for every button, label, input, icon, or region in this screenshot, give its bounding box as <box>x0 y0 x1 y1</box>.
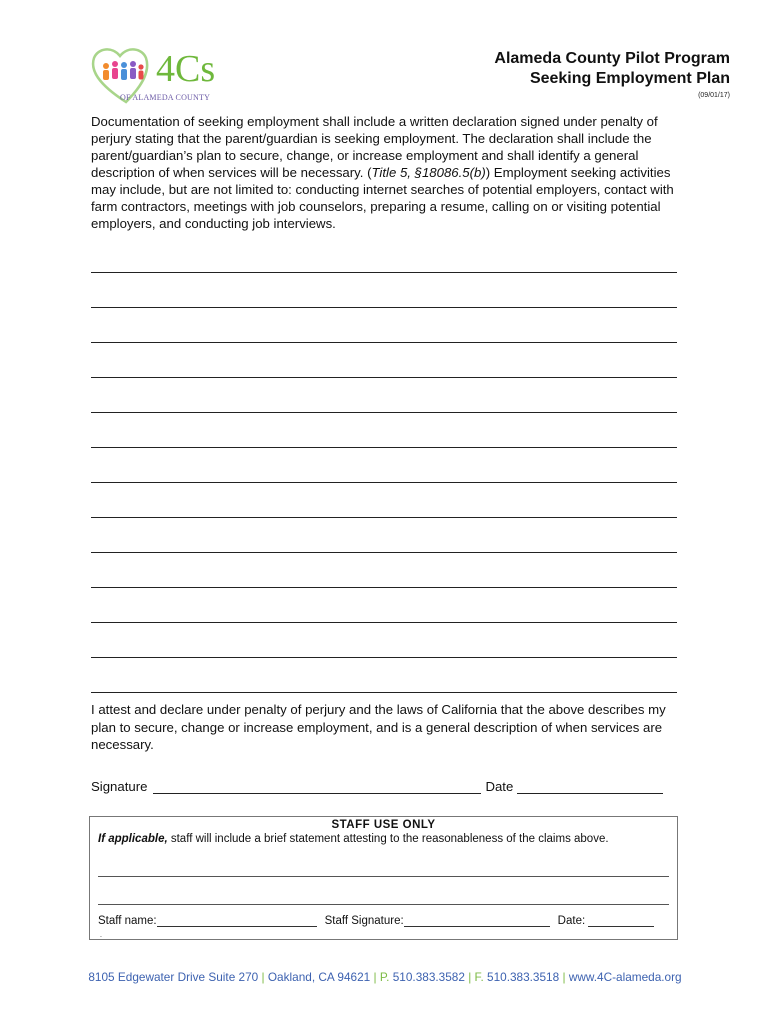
footer-separator: | <box>373 970 377 984</box>
plan-line[interactable] <box>91 413 677 448</box>
footer-separator: | <box>562 970 566 984</box>
staff-signature-field[interactable] <box>404 915 550 927</box>
staff-desc-bold: If applicable, <box>98 833 168 845</box>
footer-address: 8105 Edgewater Drive Suite 270 <box>88 970 259 984</box>
intro-text-a: Documentation of seeking employment shall include a written declaration signed under penalty of perjury stating that the parent/guardian is seeking employment. The declaration shall include the parent/guardian’s plan to secure, change, or increase employment and shall identify a general description of when services will be necessary. ( <box>91 114 658 180</box>
footer-city: Oakland, CA 94621 <box>267 970 371 984</box>
signature-label: Signature <box>91 779 148 794</box>
title-line-2: Seeking Employment Plan <box>529 70 730 87</box>
plan-line[interactable] <box>91 378 677 413</box>
staff-date-field[interactable] <box>588 915 654 927</box>
footer-fax: 510.383.3518 <box>487 970 560 984</box>
document-title <box>494 49 730 89</box>
staff-name-field[interactable] <box>157 915 317 927</box>
date-field[interactable] <box>517 779 663 794</box>
staff-title: STAFF USE ONLY <box>331 819 436 831</box>
plan-line[interactable] <box>91 588 677 623</box>
staff-statement-line[interactable] <box>98 876 669 877</box>
plan-line[interactable] <box>91 658 677 693</box>
logo-subtext: OF ALAMEDA COUNTY <box>120 93 211 102</box>
revision-date: (09/01/17) <box>698 92 730 99</box>
staff-date-label: Date: <box>557 915 586 927</box>
plan-line[interactable] <box>91 273 677 308</box>
plan-line[interactable] <box>91 343 677 378</box>
stray-mark: . <box>100 932 102 939</box>
footer <box>0 970 770 984</box>
signature-row <box>91 779 677 794</box>
signature-field[interactable] <box>153 779 481 794</box>
staff-name-label: Staff name: <box>98 915 157 927</box>
staff-statement-line[interactable] <box>98 904 669 905</box>
citation: Title 5, §18086.5(b) <box>371 165 486 180</box>
staff-description <box>98 833 609 845</box>
plan-line[interactable] <box>91 255 677 273</box>
footer-separator: | <box>468 970 472 984</box>
plan-line[interactable] <box>91 553 677 588</box>
plan-line[interactable] <box>91 308 677 343</box>
intro-text-b: ) Employment seeking activities may include, but are not limited to: conducting internet searches of potential employers, contact with farm contractors, meetings with job counselors, preparing a resume, calling on or visiting potential employers, and conducting job interviews. <box>91 165 674 231</box>
plan-line[interactable] <box>91 623 677 658</box>
plan-lines[interactable] <box>91 255 677 693</box>
attestation-paragraph: I attest and declare under penalty of perjury and the laws of California that the above describes my plan to secure, change or increase employment, and is a general description of when services are necessary. <box>91 702 666 752</box>
plan-line[interactable] <box>91 483 677 518</box>
footer-phone-label: P. <box>379 970 390 984</box>
plan-line[interactable] <box>91 518 677 553</box>
footer-website-link[interactable]: www.4C-alameda.org <box>568 970 682 984</box>
logo-wordmark: 4Cs <box>156 48 216 90</box>
title-line-1: Alameda County Pilot Program <box>494 50 730 67</box>
date-label: Date <box>485 779 514 794</box>
logo <box>88 44 220 106</box>
intro-paragraph <box>91 113 686 232</box>
staff-fields-row <box>98 915 669 927</box>
staff-use-box <box>89 816 678 940</box>
plan-line[interactable] <box>91 448 677 483</box>
footer-separator: | <box>261 970 265 984</box>
staff-signature-label: Staff Signature: <box>324 915 404 927</box>
staff-desc-rest: staff will include a brief statement attesting to the reasonableness of the claims above. <box>167 833 609 845</box>
footer-phone: 510.383.3582 <box>392 970 465 984</box>
footer-fax-label: F. <box>474 970 484 984</box>
